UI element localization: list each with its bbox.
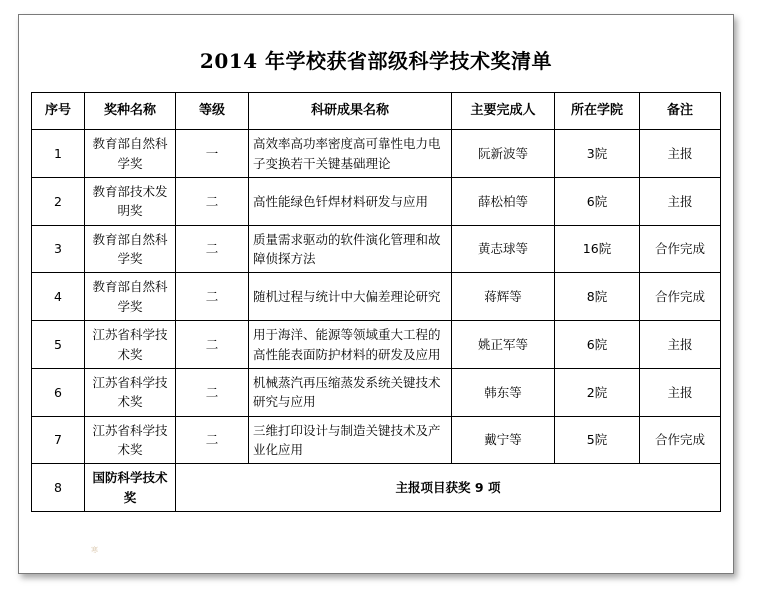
table-row <box>32 273 721 321</box>
cell-level: 二 <box>176 225 249 273</box>
table-row <box>32 130 721 178</box>
cell-type: 教育部技术发明奖 <box>85 177 176 225</box>
column-header-person: 主要完成人 <box>452 93 555 130</box>
column-header-type: 奖种名称 <box>85 93 176 130</box>
cell-no: 3 <box>32 225 85 273</box>
paper-sheet <box>18 14 734 574</box>
table-row <box>32 368 721 416</box>
table-body <box>32 130 721 512</box>
table-row <box>32 225 721 273</box>
cell-no: 2 <box>32 177 85 225</box>
cell-person: 阮新波等 <box>452 130 555 178</box>
cell-no: 8 <box>32 464 85 512</box>
cell-type: 国防科学技术奖 <box>85 464 176 512</box>
table-row <box>32 177 721 225</box>
column-header-no: 序号 <box>32 93 85 130</box>
cell-name: 机械蒸汽再压缩蒸发系统关键技术研究与应用 <box>249 368 452 416</box>
award-list-table <box>31 92 721 512</box>
cell-person: 蒋辉等 <box>452 273 555 321</box>
cell-remark: 合作完成 <box>640 225 721 273</box>
cell-no: 1 <box>32 130 85 178</box>
cell-summary: 主报项目获奖 9 项 <box>176 464 721 512</box>
cell-person: 黄志球等 <box>452 225 555 273</box>
column-header-level: 等级 <box>176 93 249 130</box>
table-header <box>32 93 721 130</box>
page-title: 2014 年学校获省部级科学技术奖清单 <box>199 49 553 73</box>
cell-college: 2院 <box>555 368 640 416</box>
cell-type: 江苏省科学技术奖 <box>85 321 176 369</box>
cell-person: 韩东等 <box>452 368 555 416</box>
cell-level: 二 <box>176 177 249 225</box>
cell-college: 8院 <box>555 273 640 321</box>
cell-name: 用于海洋、能源等领域重大工程的高性能表面防护材料的研发及应用 <box>249 321 452 369</box>
watermark-mark: 寒 <box>91 546 99 554</box>
column-header-name: 科研成果名称 <box>249 93 452 130</box>
cell-name: 高性能绿色钎焊材料研发与应用 <box>249 177 452 225</box>
cell-name: 随机过程与统计中大偏差理论研究 <box>249 273 452 321</box>
cell-level: 二 <box>176 273 249 321</box>
cell-type: 教育部自然科学奖 <box>85 273 176 321</box>
cell-type: 江苏省科学技术奖 <box>85 416 176 464</box>
cell-college: 6院 <box>555 321 640 369</box>
cell-college: 6院 <box>555 177 640 225</box>
cell-remark: 主报 <box>640 321 721 369</box>
cell-remark: 主报 <box>640 368 721 416</box>
cell-no: 5 <box>32 321 85 369</box>
cell-type: 教育部自然科学奖 <box>85 225 176 273</box>
table-row <box>32 321 721 369</box>
cell-name: 三维打印设计与制造关键技术及产业化应用 <box>249 416 452 464</box>
table-header-row <box>32 93 721 130</box>
cell-remark: 主报 <box>640 177 721 225</box>
cell-person: 姚正军等 <box>452 321 555 369</box>
table-row <box>32 416 721 464</box>
cell-no: 7 <box>32 416 85 464</box>
paper-inner-area <box>29 25 723 563</box>
cell-level: 一 <box>176 130 249 178</box>
column-header-college: 所在学院 <box>555 93 640 130</box>
cell-college: 5院 <box>555 416 640 464</box>
cell-person: 戴宁等 <box>452 416 555 464</box>
table-row-summary <box>32 464 721 512</box>
cell-type: 江苏省科学技术奖 <box>85 368 176 416</box>
cell-name: 高效率高功率密度高可靠性电力电子变换若干关键基础理论 <box>249 130 452 178</box>
cell-remark: 合作完成 <box>640 416 721 464</box>
cell-college: 16院 <box>555 225 640 273</box>
cell-level: 二 <box>176 321 249 369</box>
cell-remark: 主报 <box>640 130 721 178</box>
cell-name: 质量需求驱动的软件演化管理和故障侦探方法 <box>249 225 452 273</box>
cell-person: 薛松柏等 <box>452 177 555 225</box>
cell-remark: 合作完成 <box>640 273 721 321</box>
cell-no: 6 <box>32 368 85 416</box>
cell-college: 3院 <box>555 130 640 178</box>
cell-level: 二 <box>176 416 249 464</box>
cell-level: 二 <box>176 368 249 416</box>
cell-no: 4 <box>32 273 85 321</box>
cell-type: 教育部自然科学奖 <box>85 130 176 178</box>
column-header-remark: 备注 <box>640 93 721 130</box>
